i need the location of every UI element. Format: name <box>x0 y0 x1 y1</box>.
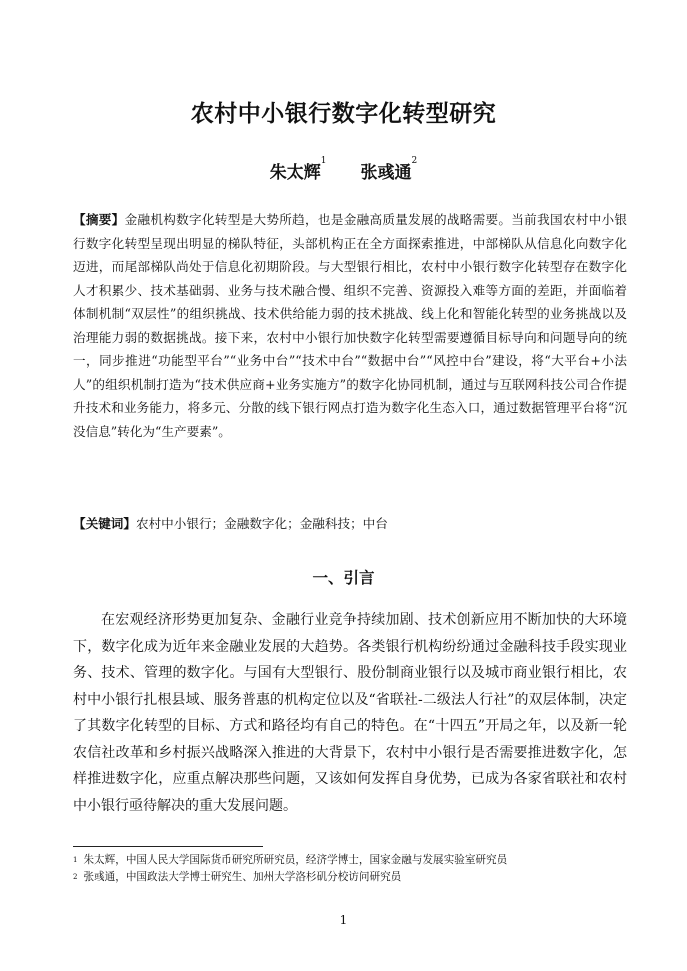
author-1-name: 朱太辉 <box>269 163 321 183</box>
footnote-1 <box>73 852 627 869</box>
body-paragraph: 在宏观经济形势更加复杂、金融行业竞争持续加剧、技术创新应用不断加快的大环境下，数字化成为近年来金融业发展的大趋势。各类银行机构纷纷通过金融科技手段实现业务、技术、管理的数字化。与国有大型银行、股份制商业银行以及城市商业银行相比，农村中小银行扎根县域、服务普惠的机构定位以及“省联社-二级法人行社”的双层体制，决定了其数字化转型的目标、方式和路径均有自己的特色。在“十四五”开局之年，以及新一轮农信社改革和乡村振兴战略深入推进的大背景下，农村中小银行是否需要推进数字化，怎样推进数字化，应重点解决那些问题，又该如何发挥自身优势，已成为各家省联社和农村中小银行亟待解决的重大发展问题。 <box>73 612 627 814</box>
page-number: 1 <box>339 913 348 927</box>
keywords-label: 【关键词】 <box>73 516 136 531</box>
footnote-2-text: 张彧通，中国政法大学博士研究生、加州大学洛杉矶分校访问研究员 <box>83 871 402 883</box>
footnote-1-mark: 1 <box>73 856 78 864</box>
footnote-divider <box>73 846 263 847</box>
author-1 <box>270 158 327 183</box>
abstract-text: 金融机构数字化转型是大势所趋，也是金融高质量发展的战略需要。当前我国农村中小银行数字化转型呈现出明显的梯队特征，头部机构正在全方面探索推进，中部梯队从信息化向数字化迈进，而尾部梯队尚处于信息化初期阶段。与大型银行相比，农村中小银行数字化转型存在数字化人才积累少、技术基础弱、业务与技术融合慢、组织不完善、资源投入难等方面的差距，并面临着体制机制“双层性”的组织挑战、技术供给能力弱的技术挑战、线上化和智能化转型的业务挑战以及治理能力弱的数据挑战。接下来，农村中小银行加快数字化转型需要遵循目标导向和问题导向的统一，同步推进“功能型平台”“业务中台”“技术中台”“数据中台”“风控中台”建设，将“大平台+小法人”的组织机制打造为“技术供应商+业务实施方”的数字化协同机制，通过与互联网科技公司合作提升技术和业务能力，将多元、分散的线下银行网点打造为数字化生态入口，通过数据管理平台将“沉没信息”转化为“生产要素”。 <box>73 212 627 439</box>
footnote-1-text: 朱太辉，中国人民大学国际货币研究所研究员，经济学博士，国家金融与发展实验室研究员 <box>83 854 508 866</box>
abstract <box>73 208 627 443</box>
author-line <box>0 158 687 183</box>
author-2 <box>360 158 417 183</box>
footnotes <box>73 852 627 886</box>
author-1-mark: 1 <box>320 156 327 166</box>
author-2-mark: 2 <box>411 156 418 166</box>
footnote-2-mark: 2 <box>73 873 78 881</box>
keywords <box>73 512 627 535</box>
abstract-label: 【摘要】 <box>73 212 125 227</box>
author-2-name: 张彧通 <box>360 163 412 183</box>
footnote-2 <box>73 869 627 886</box>
section-heading: 一、引言 <box>312 569 375 587</box>
keywords-text: 农村中小银行；金融数字化；金融科技；中台 <box>135 516 388 531</box>
paper-title: 农村中小银行数字化转型研究 <box>190 101 497 127</box>
